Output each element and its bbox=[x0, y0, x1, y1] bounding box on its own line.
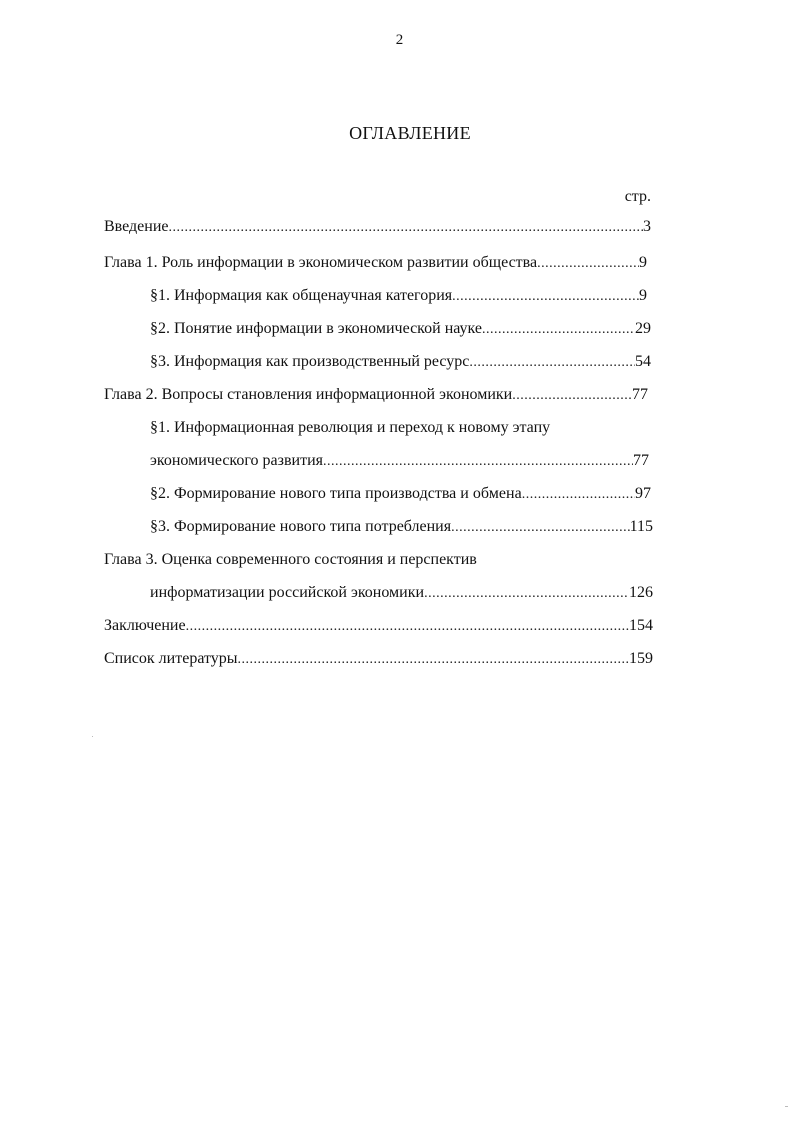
toc-entry-introduction bbox=[104, 216, 651, 238]
toc-leader-dots bbox=[482, 319, 635, 341]
toc-leader-dots bbox=[424, 583, 629, 605]
toc-entry-chapter-1-section-1 bbox=[150, 285, 647, 307]
toc-entry-text: Глава 3. Оценка современного состояния и перспектив bbox=[104, 551, 477, 568]
toc-entry-chapter-2-section-1-line-1 bbox=[150, 417, 650, 439]
toc-entry-page: 77 bbox=[633, 452, 649, 469]
toc-leader-dots bbox=[451, 517, 629, 539]
toc-entry-chapter-3-line-2 bbox=[150, 582, 653, 604]
scan-speck bbox=[785, 1106, 788, 1107]
toc-entry-chapter-1 bbox=[104, 252, 647, 274]
toc-entry-page: 9 bbox=[639, 254, 647, 271]
page-number: 2 bbox=[395, 32, 404, 48]
toc-entry-page: 29 bbox=[635, 320, 651, 337]
toc-entry-chapter-3-line-1 bbox=[104, 549, 604, 571]
toc-leader-dots bbox=[169, 217, 644, 239]
toc-leader-dots bbox=[238, 649, 629, 671]
toc-entry-chapter-2-section-1-line-2 bbox=[150, 450, 649, 472]
toc-leader-dots bbox=[452, 286, 639, 308]
toc-entry-text: §1. Информация как общенаучная категория bbox=[150, 287, 453, 304]
toc-entry-text: Список литературы bbox=[104, 650, 238, 667]
toc-entry-chapter-1-section-3 bbox=[150, 351, 651, 373]
toc-entry-chapter-2 bbox=[104, 384, 648, 406]
toc-entry-text: §2. Формирование нового типа производства и обмена bbox=[150, 485, 522, 502]
toc-entry-page: 54 bbox=[635, 353, 651, 370]
toc-entry-page: 97 bbox=[635, 485, 651, 502]
toc-entry-conclusion bbox=[104, 615, 653, 637]
toc-entry-text: §2. Понятие информации в экономической науке bbox=[150, 320, 483, 337]
toc-entry-page: 126 bbox=[629, 584, 653, 601]
toc-leader-dots bbox=[323, 451, 633, 473]
toc-entry-page: 154 bbox=[629, 617, 653, 634]
toc-entry-page: 3 bbox=[643, 218, 651, 235]
toc-entry-text: Заключение bbox=[104, 617, 186, 634]
toc-entry-page: 115 bbox=[629, 518, 653, 535]
scan-speck bbox=[92, 736, 93, 737]
toc-leader-dots bbox=[537, 253, 639, 275]
page-title: ОГЛАВЛЕНИЕ bbox=[349, 123, 471, 143]
toc-entry-chapter-2-section-2 bbox=[150, 483, 651, 505]
toc-leader-dots bbox=[469, 352, 635, 374]
toc-entry-text: информатизации российской экономики bbox=[150, 584, 425, 601]
toc-entry-bibliography bbox=[104, 648, 653, 670]
toc-entry-text: Глава 1. Роль информации в экономическом развитии общества bbox=[104, 254, 538, 271]
toc-leader-dots bbox=[186, 616, 629, 638]
toc-leader-dots bbox=[512, 385, 632, 407]
toc-entry-page: 9 bbox=[639, 287, 647, 304]
toc-leader-dots bbox=[522, 484, 635, 506]
toc-entry-text: §3. Информация как производственный ресурс bbox=[150, 353, 470, 370]
toc-entry-chapter-1-section-2 bbox=[150, 318, 651, 340]
toc-entry-chapter-2-section-3 bbox=[150, 516, 653, 538]
toc-entry-text: Глава 2. Вопросы становления информационной экономики bbox=[104, 386, 513, 403]
pages-column-label: стр. bbox=[624, 188, 651, 205]
toc-entry-text: §3. Формирование нового типа потребления bbox=[150, 518, 452, 535]
toc-entry-page: 77 bbox=[632, 386, 648, 403]
toc-entry-text: экономического развития bbox=[150, 452, 323, 469]
toc-entry-page: 159 bbox=[629, 650, 653, 667]
toc-entry-text: Введение bbox=[104, 218, 169, 235]
toc-entry-text: §1. Информационная революция и переход к новому этапу bbox=[150, 419, 551, 436]
